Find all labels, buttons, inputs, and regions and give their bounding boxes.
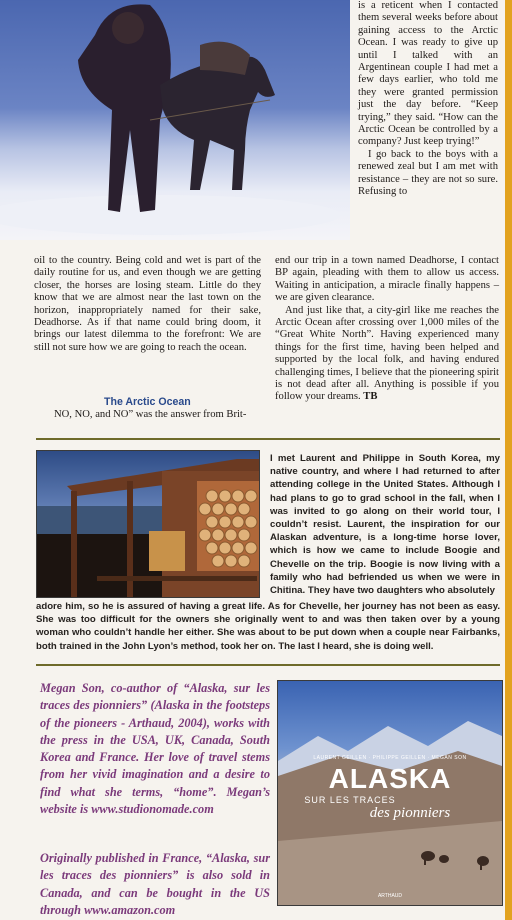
book-cover-alaska [277,680,503,906]
publication-note: Originally published in France, “Alaska, sur les traces des pionniers” is also sold in Canada, and can be bought in the US through www.amazon.com [40,851,270,917]
divider-top [36,438,500,440]
article-column-left [34,255,261,354]
photo-cabin-firewood [36,450,260,598]
sidebar-text-full: adore him, so he is assured of having a great life. As for Chevelle, her journey has not been as easy. She was too difficult for the owners she originally went to and was then taken over by a young woman who couldn’t handle her either. She was about to be put down when a couple near Fairbanks, both trained in the John Lyon’s method, took her on. The last I heard, she is doing well. [36,601,500,652]
horse-scene [0,0,350,240]
book-subtitle: SUR LES TRACES [304,795,396,805]
book-subtitle-script: des pionniers [369,805,451,821]
article-column-right [275,255,499,404]
article-text-left-2: NO, NO, and NO” was the answer from Brit- [54,409,247,420]
book-publisher: ARTHAUD [377,893,403,899]
sidebar-text: I met Laurent and Philippe in South Korea, my native country, and where I had returned to after attending college in the United States. Although I had plans to go to grad school in the fall, when I was invited to go along on their world tour, I couldn’t resist. Laurent, the inspiration for our Alaskan adventure, is a long-time horse lover, which is how we came to include Boogie and Chevelle on the trip. Boogie is now living with a family who had befriended us when we were in Chitina. They have two daughters who absolutely [270,453,500,597]
author-bio: Megan Son, co-author of “Alaska, sur les traces des pionniers” (Alaska in the footsteps of the pioneers - Arthaud, 2004), works with the press in the USA, UK, Canada, South Korea and France. Her love of travel stems from her vivid imagination and a desire to find what she terms, “home”. Megan’s website is www.studionomade.com [40,681,270,817]
article-text-top: is a reticent when I contacted them several weeks before about gaining access to the Arctic Ocean. I was ready to give up until I talked with an Argentinean couple I had met a few days earlier, who told me they were granted permission just the day before. “Keep trying,” they said. “How can the Arctic Ocean be controlled by a company? Just keep trying!” [358,0,498,148]
section-heading: The Arctic Ocean [104,396,191,408]
author-sign: TB [363,391,378,403]
page-edge-strip [505,0,512,920]
article-text-right-2 [275,305,499,404]
article-text-top-2: I go back to the boys with a renewed zeal but I am met with resistance – they are not so sure. Refusing to [358,148,498,198]
photo-traveler-with-horse [0,0,350,240]
divider-bottom [36,664,500,666]
book-title: ALASKA [328,763,452,794]
article-text-right-2-body: And just like that, a city-girl like me reaches the Arctic Ocean after crossing over 1,000 miles of the “Great White North”. Having experienced many things for the first time, having been helped and supported by the local folk, and having endured challenging times, I believe that the pioneering spirit is not dead after all. Anything is possible if you follow your dreams. [275,304,499,403]
book-authors: LAURENT GEILLEN · PHILIPPE GEILLEN · MEGAN SON [313,755,467,761]
article-column-top [358,0,498,199]
cabin-scene [37,451,259,597]
article-text-right: end our trip in a town named Deadhorse, I contact BP again, pleading with them to allow us access. Waiting in anticipation, a miracle finally happens – we are given clearance. [275,255,499,304]
article-text-left: oil to the country. Being cold and wet is part of the daily routine for us, and even though we are getting closer, the horses are losing steam. Little do they know that we are almost near the last town on the horizon, inappropriately named for their sake, Deadhorse. As if that name could bring doom, it brings our latest dilemma to the forefront: We are still not sure how we are going to reach the ocean. [34,255,261,353]
